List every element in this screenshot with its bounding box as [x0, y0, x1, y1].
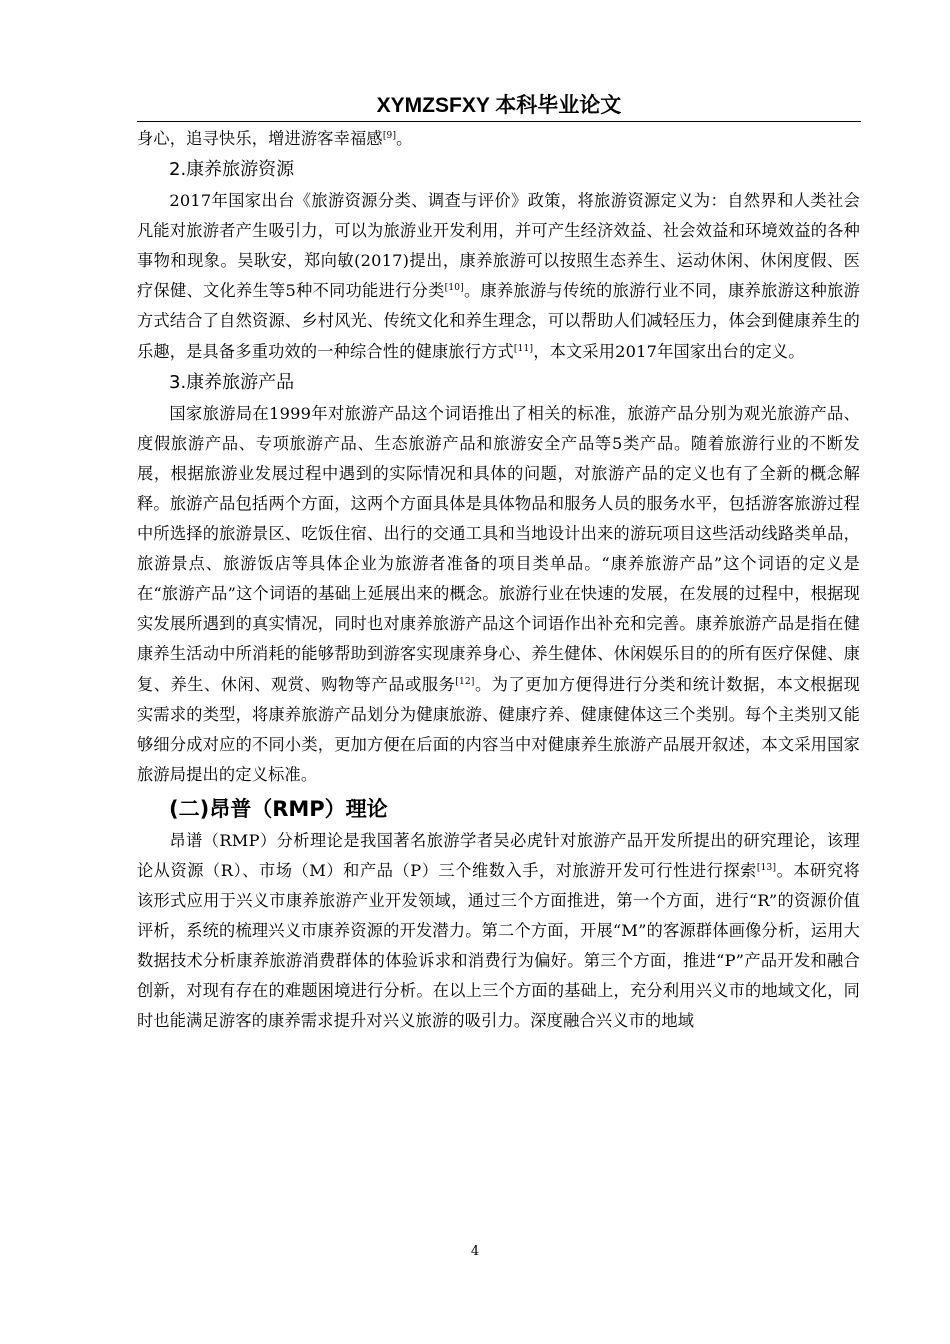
paragraph-products: 国家旅游局在1999年对旅游产品这个词语推出了相关的标准，旅游产品分别为观光旅游产品、度假旅游产品、专项旅游产品、生态旅游产品和旅游安全产品等5类产品。随着旅游行业的不断发展，根据旅游业发展过程中遇到的实际情况和具体的问题，对旅游产品的定义也有了全新的概念解释。旅游产品包括两个方面，这两个方面具体是具体物品和服务人员的服务水平，包括游客旅游过程中所选择的旅游景区、吃饭住宿、出行的交通工具和当地设计出来的游玩项目这些活动线路类单品，旅游景点、旅游饭店等具体企业为旅游者准备的项目类单品。“康养旅游产品”这个词语的定义是在“旅游产品”这个词语的基础上延展出来的概念。旅游行业在快速的发展，在发展的过程中，根据现实发展所遇到的真实情况，同时也对康养旅游产品这个词语作出补充和完善。康养旅游产品是指在健康养生活动中所消耗的能够帮助到游客实现康养身心、养生健体、休闲娱乐目的的所有医疗保健、康复、养生、休闲、观赏、购物等产品或服务[12]。为了更加方便得进行分类和统计数据，本文根据现实需求的类型，将康养旅游产品划分为健康旅游、健康疗养、健康健体这三个类别。每个主类别又能够细分成对应的不同小类，更加方便在后面的内容当中对健康养生旅游产品展开叙述，本文采用国家旅游局提出的定义标准。 — [137, 403, 860, 784]
section-heading-products: 3.康养旅游产品 — [169, 371, 295, 393]
paragraph-rmp: 昂谱（RMP）分析理论是我国著名旅游学者吴必虎针对旅游产品开发所提出的研究理论，该理论从资源（R）、市场（M）和产品（P）三个维数入手，对旅游开发可行性进行探索[13]。本研究将该形式应用于兴义市康养旅游产业开发领域，通过三个方面推进，第一个方面，进行“R”的资源价值评析，系统的梳理兴义市康养资源的开发潜力。第二个方面，开展“M”的客源群体画像分析，运用大数据技术分析康养旅游消费群体的体验诉求和消费行为偏好。第三个方面，推进“P”产品开发和融合创新，对现有存在的难题困境进行分析。在以上三个方面的基础上，充分利用兴义市的地域文化，同时也能满足游客的康养需求提升对兴义旅游的吸引力。深度融合兴义市的地域 — [137, 830, 861, 1031]
paragraph-resources: 2017年国家出台《旅游资源分类、调查与评价》政策，将旅游资源定义为：自然界和人类社会凡能对旅游者产生吸引力，可以为旅游业开发利用，并可产生经济效益、社会效益和环境效益的各种事物和现象。吴耿安，郑向敏(2017)提出，康养旅游可以按照生态养生、运动休闲、休闲度假、医疗保健、文化养生等5种不同功能进行分类[10]。康养旅游与传统的旅游行业不同，康养旅游这种旅游方式结合了自然资源、乡村风光、传统文化和养生理念，可以帮助人们减轻压力，体会到健康养生的乐趣，是具备多重功效的一种综合性的健康旅行方式[11]，本文采用2017年国家出台的定义。 — [137, 191, 860, 361]
section-heading-resources: 2.康养旅游资源 — [169, 159, 295, 181]
paragraph-continuation: 身心，追寻快乐，增进游客幸福感[9]。 — [137, 129, 413, 148]
citation-ref: [12] — [455, 676, 475, 687]
citation-ref: [9] — [382, 131, 397, 141]
citation-ref: [10] — [444, 283, 464, 294]
citation-ref: [13] — [756, 862, 777, 873]
header-rule — [137, 121, 861, 122]
citation-ref: [11] — [513, 343, 534, 354]
running-header: XYMZSFXY 本科毕业论文 — [376, 94, 622, 117]
page-number: 4 — [470, 1244, 480, 1259]
section-heading-rmp: (二)昂普（RMP）理论 — [169, 796, 388, 821]
page-body — [137, 124, 860, 1037]
